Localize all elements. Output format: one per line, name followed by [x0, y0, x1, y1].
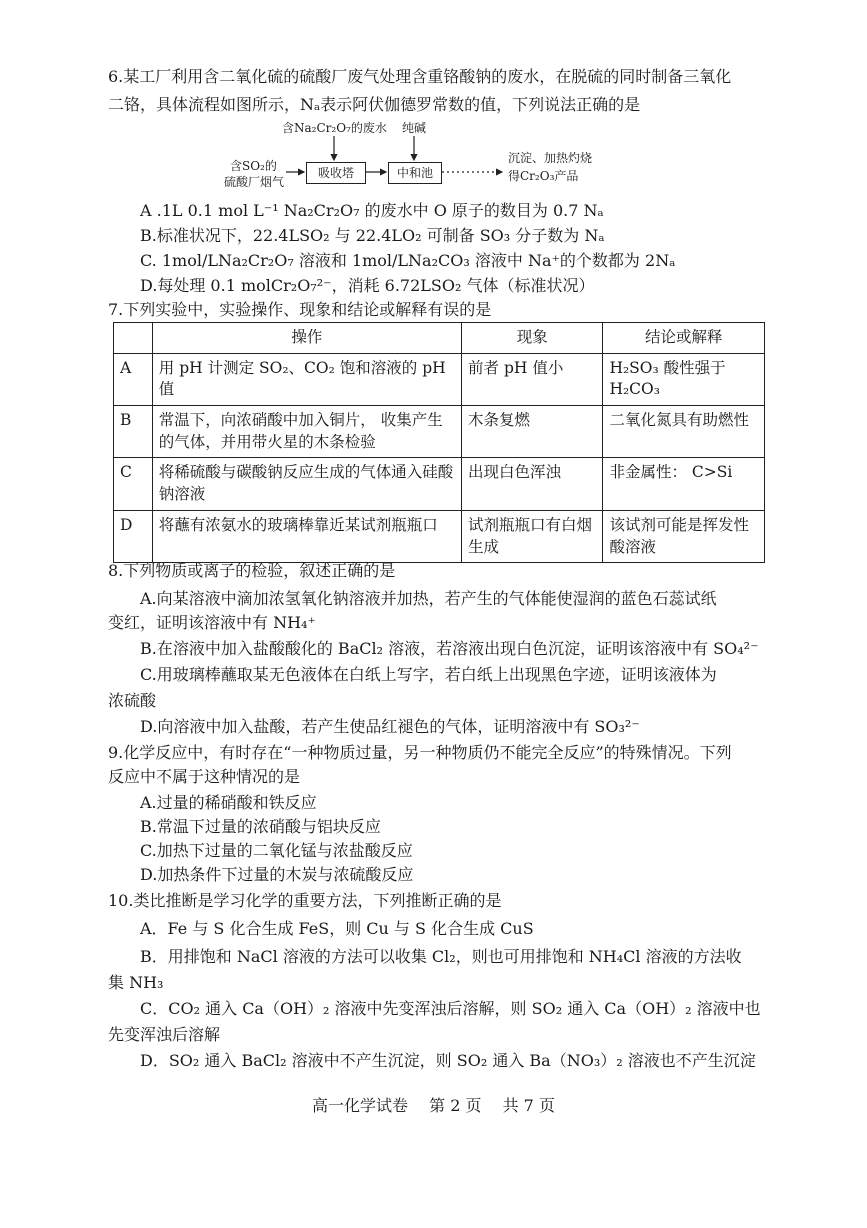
q9-option-a: A.过量的稀硝酸和铁反应	[140, 793, 317, 812]
q6-flow-diagram	[210, 120, 630, 200]
diagram-output-line2: 得Cr₂O₃产品	[508, 169, 579, 183]
table-row	[114, 510, 765, 562]
table-row	[114, 406, 765, 458]
q9-stem-line2: 反应中不属于这种情况的是	[108, 767, 301, 786]
q8-option-b: B.在溶液中加入盐酸酸化的 BaCl₂ 溶液，若溶液出现白色沉淀，证明该溶液中有 SO₄²⁻	[140, 639, 759, 658]
q10-option-b-line1: B．用排饱和 NaCl 溶液的方法可以收集 Cl₂，则也可用排饱和 NH₄Cl 溶液的方法收	[140, 947, 742, 966]
q8-option-d: D.向溶液中加入盐酸，若产生使品红褪色的气体，证明溶液中有 SO₃²⁻	[140, 717, 640, 736]
footer-total-pages: 共 7 页	[502, 1096, 555, 1115]
q10-stem: 10.类比推断是学习化学的重要方法，下列推断正确的是	[108, 891, 502, 910]
q6-stem-line2: 二铬，具体流程如图所示，Nₐ表示阿伏伽德罗常数的值，下列说法正确的是	[108, 95, 641, 114]
q8-stem: 8.下列物质或离子的检验，叙述正确的是	[108, 561, 396, 580]
diagram-input-wastewater: 含Na₂Cr₂O₇的废水	[282, 121, 387, 135]
q8-option-c-line2: 浓硫酸	[108, 691, 157, 710]
row-phenomenon: 出现白色浑浊	[462, 458, 603, 510]
q6-option-c: C. 1mol/LNa₂Cr₂O₇ 溶液和 1mol/LNa₂CO₃ 溶液中 Na⁺的个数都为 2Nₐ	[140, 251, 676, 270]
row-operation: 用 pH 计测定 SO₂、CO₂ 饱和溶液的 pH 值	[152, 353, 461, 405]
q6-option-d: D.每处理 0.1 molCr₂O₇²⁻，消耗 6.72LSO₂ 气体（标准状况）	[140, 276, 595, 295]
q10-option-c-line1: C．CO₂ 通入 Ca（OH）₂ 溶液中先变浑浊后溶解，则 SO₂ 通入 Ca（OH）₂ 溶液中也	[140, 999, 761, 1018]
row-phenomenon: 前者 pH 值小	[462, 353, 603, 405]
q7-table	[113, 322, 765, 563]
q9-option-d: D.加热条件下过量的木炭与浓硫酸反应	[140, 865, 414, 884]
footer-title: 高一化学试卷	[312, 1096, 409, 1115]
q10-option-b-line2: 集 NH₃	[108, 973, 164, 992]
q8-option-c-line1: C.用玻璃棒蘸取某无色液体在白纸上写字，若白纸上出现黑色字迹，证明该液体为	[140, 665, 717, 684]
q7-stem: 7.下列实验中，实验操作、现象和结论或解释有误的是	[108, 300, 492, 319]
q9-stem-line1: 9.化学反应中，有时存在“一种物质过量，另一种物质仍不能完全反应”的特殊情况。下列	[108, 743, 732, 762]
diagram-output-line1: 沉淀、加热灼烧	[508, 151, 593, 165]
table-header-operation: 操作	[152, 323, 461, 354]
q8-option-a-line1: A.向某溶液中滴加浓氢氧化钠溶液并加热，若产生的气体能使湿润的蓝色石蕊试纸	[140, 589, 717, 608]
row-conclusion: 该试剂可能是挥发性酸溶液	[603, 510, 765, 562]
q9-option-b: B.常温下过量的浓硝酸与铝块反应	[140, 817, 381, 836]
page-footer	[0, 1095, 867, 1117]
q10-option-d: D．SO₂ 通入 BaCl₂ 溶液中不产生沉淀，则 SO₂ 通入 Ba（NO₃）₂ 溶液也不产生沉淀	[140, 1051, 756, 1070]
table-row	[114, 353, 765, 405]
table-header-phenomenon: 现象	[462, 323, 603, 354]
row-label: B	[114, 406, 153, 458]
row-conclusion: H₂SO₃ 酸性强于 H₂CO₃	[603, 353, 765, 405]
diagram-input-gas-line1: 含SO₂的	[230, 159, 277, 173]
q8-option-a-line2: 变红，证明该溶液中有 NH₄⁺	[108, 613, 316, 632]
q6-stem-line1: 6.某工厂利用含二氧化硫的硫酸厂废气处理含重铬酸钠的废水，在脱硫的同时制备三氧化	[108, 67, 732, 86]
row-conclusion: 非金属性： C>Si	[603, 458, 765, 510]
q6-option-b: B.标准状况下，22.4LSO₂ 与 22.4LO₂ 可制备 SO₃ 分子数为 Nₐ	[140, 226, 605, 245]
diagram-box-neutralizer: 中和池	[388, 162, 442, 184]
row-operation: 将蘸有浓氨水的玻璃棒靠近某试剂瓶瓶口	[152, 510, 461, 562]
table-header-conclusion: 结论或解释	[603, 323, 765, 354]
diagram-arrows	[210, 120, 630, 200]
row-conclusion: 二氧化氮具有助燃性	[603, 406, 765, 458]
q10-option-c-line2: 先变浑浊后溶解	[108, 1025, 221, 1044]
footer-page-number: 第 2 页	[429, 1096, 482, 1115]
row-label: C	[114, 458, 153, 510]
row-operation: 常温下，向浓硝酸中加入铜片， 收集产生的气体，并用带火星的木条检验	[152, 406, 461, 458]
q6-option-a: A .1L 0.1 mol L⁻¹ Na₂Cr₂O₇ 的废水中 O 原子的数目为 0.7 Nₐ	[140, 201, 604, 220]
table-header-row	[114, 323, 765, 354]
table-header-blank	[114, 323, 153, 354]
q9-option-c: C.加热下过量的二氧化锰与浓盐酸反应	[140, 841, 413, 860]
row-label: A	[114, 353, 153, 405]
row-phenomenon: 试剂瓶瓶口有白烟生成	[462, 510, 603, 562]
diagram-box-absorber: 吸收塔	[306, 162, 366, 184]
row-label: D	[114, 510, 153, 562]
q10-option-a: A．Fe 与 S 化合生成 FeS，则 Cu 与 S 化合生成 CuS	[140, 919, 534, 938]
row-operation: 将稀硫酸与碳酸钠反应生成的气体通入硅酸钠溶液	[152, 458, 461, 510]
diagram-input-gas-line2: 硫酸厂烟气	[224, 175, 285, 189]
diagram-input-soda: 纯碱	[402, 121, 427, 135]
table-row	[114, 458, 765, 510]
row-phenomenon: 木条复燃	[462, 406, 603, 458]
